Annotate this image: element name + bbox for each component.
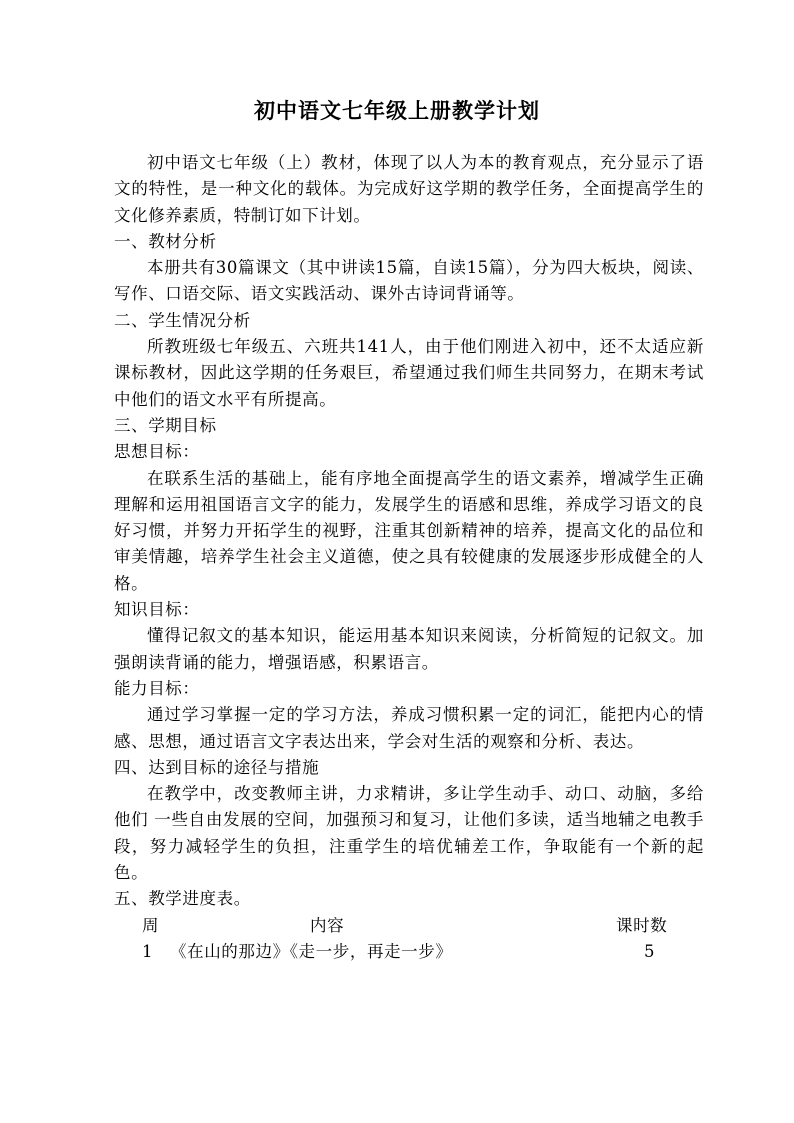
schedule-row [114,939,704,965]
materials-paragraph: 本册共有30篇课文（其中讲读15篇，自读15篇），分为四大板块，阅读、写作、口语交际、语文实践活动、课外古诗词背诵等。 [114,258,704,304]
subheading-ideology-goals: 思想目标： [114,442,200,462]
subheading-knowledge-goals: 知识目标： [114,600,200,620]
measures-paragraph: 在教学中，改变教师主讲，力求精讲，多让学生动手、动口、动脑，多给他们 一些自由发展的空间，加强预习和复习，让他们多读，适当地辅之电教手段，努力减轻学生的负担，注重学生的培优辅差工作，争取能有一个新的起色。 [114,784,704,883]
ability-goals-paragraph: 通过学习掌握一定的学习方法，养成习惯积累一定的词汇，能把内心的情感、思想，通过语言文字表达出来，学会对生活的观察和分析、表达。 [114,705,704,751]
section-heading-measures: 四、达到目标的途径与措施 [114,757,320,777]
schedule-row-hours: 5 [644,941,656,961]
schedule-header-week: 周 [142,915,160,935]
document-title: 初中语文七年级上册教学计划 [254,98,540,123]
schedule-row-content: 《在山的那边》《走一步，再走一步》 [170,941,453,961]
section-heading-schedule: 五、教学进度表。 [114,889,251,909]
intro-paragraph: 初中语文七年级（上）教材，体现了以人为本的教育观点，充分显示了语文的特性，是一种文化的载体。为完成好这学期的教学任务，全面提高学生的文化修养素质，特制订如下计划。 [114,153,704,225]
knowledge-goals-paragraph: 懂得记叙文的基本知识，能运用基本知识来阅读，分析简短的记叙文。加强朗读背诵的能力，增强语感，积累语言。 [114,626,704,672]
students-paragraph: 所教班级七年级五、六班共141人，由于他们刚进入初中，还不太适应新课标教材，因此这学期的任务艰巨，希望通过我们师生共同努力，在期末考试中他们的语文水平有所提高。 [114,337,704,409]
section-heading-students: 二、学生情况分析 [114,310,251,330]
ideology-goals-paragraph: 在联系生活的基础上，能有序地全面提高学生的语文素养，增减学生正确理解和运用祖国语言文字的能力，发展学生的语感和思维，养成学习语文的良好习惯，并努力开拓学生的视野，注重其创新精神的培养，提高文化的品位和审美情趣，培养学生社会主义道德，使之具有较健康的发展逐步形成健全的人格。 [114,468,704,593]
subheading-ability-goals: 能力目标： [114,678,200,698]
schedule-header-row [114,913,704,939]
schedule-header-content: 内容 [310,915,345,935]
schedule-row-week: 1 [142,941,154,961]
section-heading-goals: 三、学期目标 [114,415,217,435]
section-heading-materials: 一、教材分析 [114,231,217,251]
document-body [114,150,704,965]
schedule-header-hours: 课时数 [616,915,668,935]
